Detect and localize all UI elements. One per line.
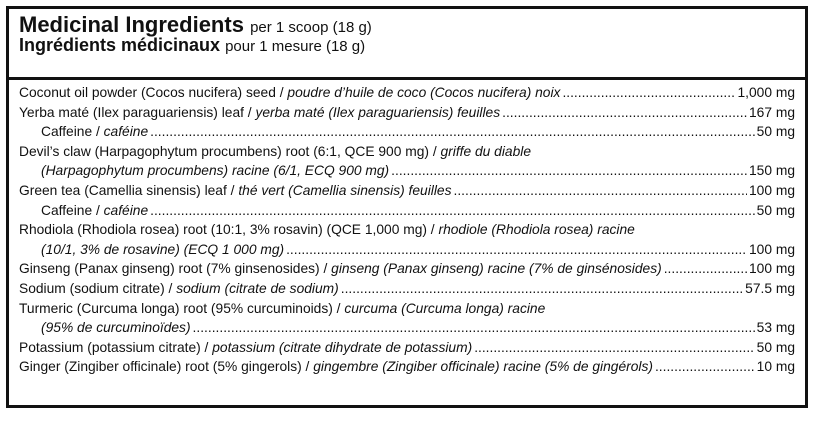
ingredient-row — [19, 103, 795, 123]
ingredient-en: Potassium (potassium citrate) / — [19, 339, 213, 355]
ingredient-list — [19, 83, 795, 377]
leader-dots — [655, 357, 755, 377]
leader-dots — [150, 122, 755, 142]
ingredient-fr: curcuma (Curcuma longa) racine — [344, 300, 546, 316]
per-en: per 1 scoop (18 g) — [250, 19, 372, 36]
ingredient-en: Caffeine / — [41, 124, 104, 140]
leader-dots — [474, 338, 754, 358]
title-en-line — [19, 13, 805, 36]
ingredient-amount: 1,000 mg — [737, 85, 795, 100]
ingredient-fr: caféine — [103, 124, 149, 140]
ingredient-en: Caffeine / — [41, 202, 104, 218]
ingredient-en: Turmeric (Curcuma longa) root (95% curcuminoids) / — [19, 300, 345, 316]
ingredient-fr: caféine — [103, 202, 149, 218]
ingredient-en: Ginseng (Panax ginseng) root (7% ginsenosides) / — [19, 261, 332, 277]
ingredient-amount: 50 mg — [756, 124, 795, 140]
title-fr: Ingrédients médicinaux — [19, 35, 221, 56]
ingredient-row — [19, 220, 795, 240]
ingredient-en: Coconut oil powder (Cocos nucifera) seed / — [19, 85, 288, 100]
panel-header — [9, 9, 805, 55]
ingredient-amount: 100 mg — [748, 241, 795, 257]
ingredient-row — [19, 122, 795, 142]
ingredient-fr: (10/1, 3% de rosavine) (ECQ 1 000 mg) — [41, 241, 285, 257]
ingredient-row — [19, 201, 795, 221]
ingredient-fr: yerba maté (Ilex paraguariensis) feuilles — [255, 104, 501, 120]
ingredient-row — [19, 142, 795, 162]
ingredient-fr: potassium (citrate dihydrate de potassium) — [212, 339, 473, 355]
title-en: Medicinal Ingredients — [19, 12, 244, 37]
ingredient-fr: gingembre (Zingiber officinale) racine (5% de gingérols) — [313, 359, 653, 375]
leader-dots — [664, 259, 747, 279]
leader-dots — [193, 318, 755, 338]
ingredient-amount: 100 mg — [748, 182, 795, 198]
ingredient-row — [19, 181, 795, 201]
ingredient-amount: 53 mg — [756, 320, 795, 336]
title-fr-line — [19, 36, 805, 55]
leader-dots — [502, 103, 747, 123]
ingredient-amount: 10 mg — [756, 359, 795, 375]
ingredient-row — [19, 240, 795, 260]
per-fr: pour 1 mesure (18 g) — [225, 38, 366, 56]
ingredient-fr: ginseng (Panax ginseng) racine (7% de ginsénosides) — [331, 261, 662, 277]
ingredient-amount: 50 mg — [756, 202, 795, 218]
ingredient-fr: griffe du diable — [440, 143, 532, 159]
ingredient-row — [19, 299, 795, 319]
ingredient-amount: 100 mg — [748, 261, 795, 277]
ingredient-row — [19, 279, 795, 299]
ingredient-amount: 50 mg — [756, 339, 795, 355]
leader-dots — [341, 279, 743, 299]
leader-dots — [150, 201, 755, 221]
ingredient-row — [19, 357, 795, 377]
ingredient-fr: poudre d’huile de coco (Cocos nucifera) noix — [287, 85, 561, 100]
ingredients-panel — [6, 6, 808, 408]
ingredient-fr: (Harpagophytum procumbens) racine (6/1, ECQ 900 mg) — [41, 163, 390, 179]
ingredient-row — [19, 83, 795, 103]
ingredient-en: Green tea (Camellia sinensis) leaf / — [19, 182, 239, 198]
ingredient-amount: 57.5 mg — [745, 280, 795, 296]
ingredient-row — [19, 161, 795, 181]
leader-dots — [453, 181, 746, 201]
ingredient-en: Devil’s claw (Harpagophytum procumbens) root (6:1, QCE 900 mg) / — [19, 143, 441, 159]
ingredient-amount: 150 mg — [748, 163, 795, 179]
leader-dots — [286, 240, 747, 260]
ingredient-fr: rhodiole (Rhodiola rosea) racine — [438, 222, 635, 238]
leader-dots — [562, 83, 735, 103]
ingredient-en: Ginger (Zingiber officinale) root (5% gingerols) / — [19, 359, 314, 375]
ingredient-row — [19, 338, 795, 358]
ingredient-fr: thé vert (Camellia sinensis) feuilles — [238, 182, 452, 198]
ingredient-row — [19, 318, 795, 338]
ingredient-en: Rhodiola (Rhodiola rosea) root (10:1, 3% rosavin) (QCE 1,000 mg) / — [19, 222, 439, 238]
ingredient-fr: (95% de curcuminoïdes) — [41, 320, 191, 336]
ingredient-row — [19, 259, 795, 279]
ingredient-amount: 167 mg — [748, 104, 795, 120]
ingredient-en: Yerba maté (Ilex paraguariensis) leaf / — [19, 104, 256, 120]
leader-dots — [391, 161, 747, 181]
ingredient-en: Sodium (sodium citrate) / — [19, 280, 177, 296]
ingredient-fr: sodium (citrate de sodium) — [176, 280, 339, 296]
header-divider — [9, 77, 805, 80]
